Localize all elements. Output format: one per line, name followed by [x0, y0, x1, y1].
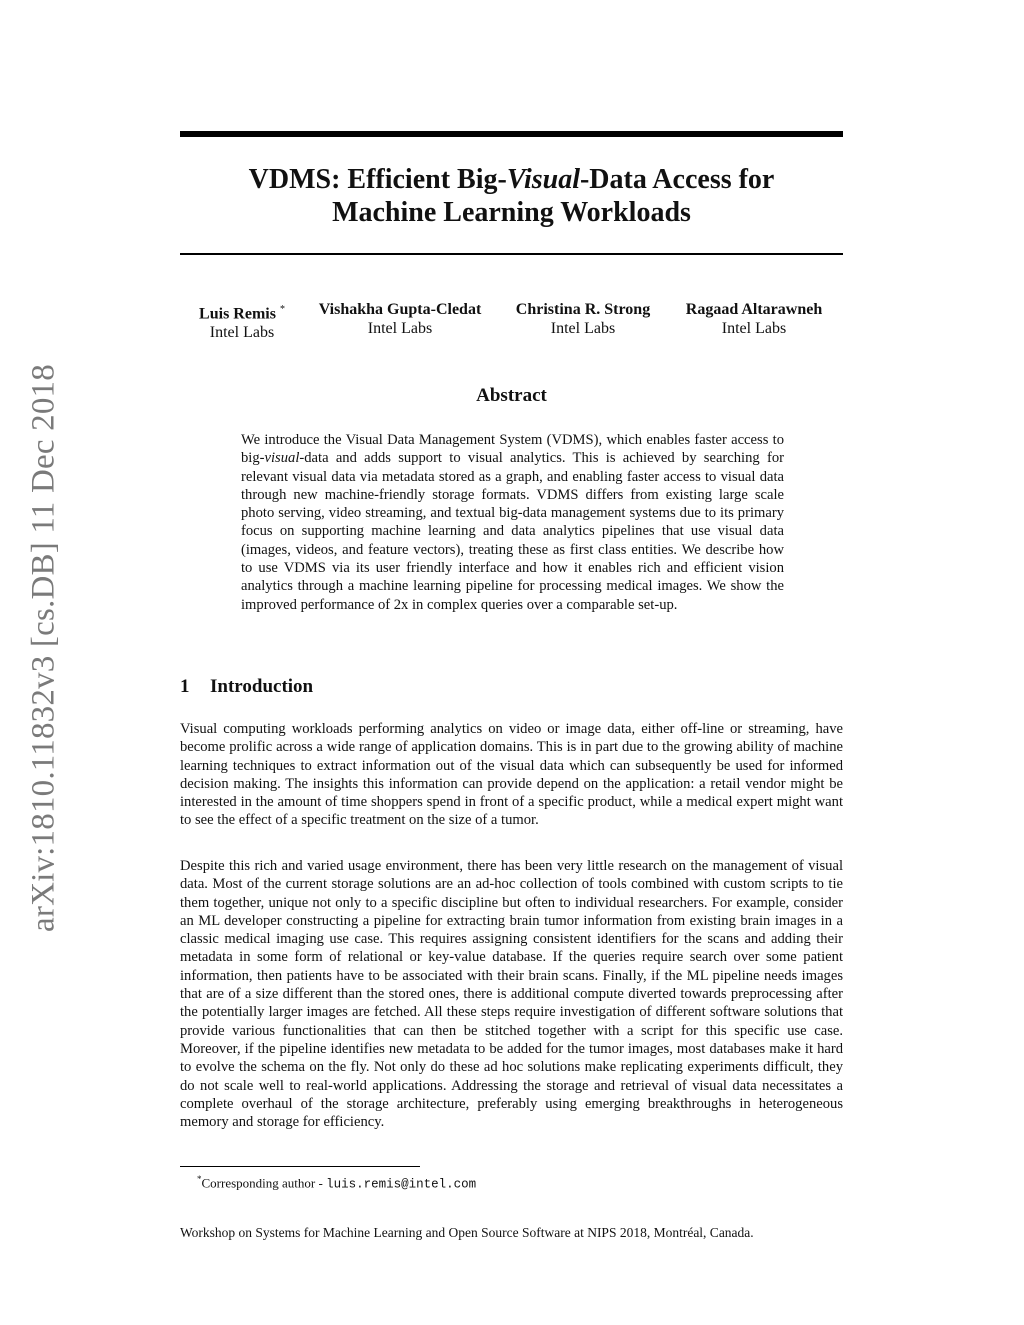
author-1 — [183, 300, 301, 342]
venue-footer: Workshop on Systems for Machine Learning and Open Source Software at NIPS 2018, Montréal, Canada. — [180, 1225, 754, 1240]
author-name: Vishakha Gupta-Cledat — [318, 301, 482, 318]
author-affiliation: Intel Labs — [367, 320, 433, 337]
title-top-rule — [180, 131, 843, 137]
author-2 — [310, 300, 490, 338]
title-bottom-rule — [180, 253, 843, 255]
section-title: Introduction — [210, 676, 314, 697]
author-affiliation: Intel Labs — [550, 320, 616, 337]
section-heading-introduction — [180, 676, 313, 698]
abstract-text-post: -data and adds support to visual analytics. This is achieved by searching for relevant visual data via metadata stored as a graph, and enabling faster access to visual data through new machine-friendly storage formats. VDMS differs from existing large scale photo serving, video streaming, and textual big-data management systems due to its primary focus on supporting machine learning and data analytics pipelines that use visual data (images, videos, and feature vectors), treating these as first class entities. We describe how to use VDMS via its user friendly interface and how it enables rich and efficient vision analytics through a machine learning pipeline for processing medical images. We show the improved performance of 2x in complex queries over a comparable set-up. — [241, 450, 784, 613]
author-4 — [674, 300, 834, 338]
intro-paragraph-1: Visual computing workloads performing analytics on video or image data, either off-line or streaming, have become prolific across a wide range of application domains. This is in part due to the growing ability of machine learning techniques to extract information out of the visual data which can subsequently be used for informed decision making. The insights this information can provide depend on the application: a retail vendor might be interested in the amount of time shoppers spend in front of a specific product, while a medical expert might want to see the effect of a specific treatment on the size of a tumor. — [180, 721, 843, 829]
author-name: Christina R. Strong — [515, 301, 651, 318]
arxiv-stamp: arXiv:1810.11832v3 [cs.DB] 11 Dec 2018 — [25, 364, 62, 932]
intro-paragraph-2: Despite this rich and varied usage environment, there has been very little research on the management of visual data. Most of the current storage solutions are an ad-hoc collection of tools combined with custom scripts to tie them together, unique not only to a specific discipline but often to individual researchers. For example, consider an ML developer constructing a pipeline for extracting brain tumor information from existing brain images in a classic medical imaging use case. This requires assigning consistent identifiers for the scans and adding their metadata in some form of relational or key-value database. If the queries require search over some patient information, then patients have to be associated with their brain scans. Finally, if the ML pipeline needs images that are of a size different than the stored ones, there is additional compute diverted towards preprocessing after the potentially larger images are fetched. All these steps require investigation of different software solutions that provide various functionalities that can then be stitched together with a script for this specific use case. Moreover, if the pipeline identifies new metadata to be added for the tumor images, most databases make it hard to evolve the schema on the fly. Not only do these ad hoc solutions make replicating experiments difficult, they do not scale well to real-world applications. Addressing the storage and retrieval of visual data necessitates a complete overhaul of the storage architecture, preferably using emerging breakthroughs in heterogeneous memory and storage for efficiency. — [180, 858, 843, 1131]
author-name: Ragaad Altarawneh — [685, 301, 823, 318]
abstract-text-italic: visual — [264, 450, 300, 467]
footnote-text: Corresponding author - — [201, 1175, 327, 1191]
footnote-email: luis.remis@intel.com — [326, 1177, 477, 1192]
title-part1: VDMS: Efficient Big- — [248, 164, 507, 195]
author-3 — [503, 300, 663, 338]
title-italic: Visual — [506, 164, 580, 195]
abstract-text-pre: We introduce the Visual Data Management System (VDMS), which enables faster access to big- — [241, 432, 784, 467]
footnote — [197, 1171, 476, 1192]
author-block — [180, 300, 843, 340]
abstract-body — [241, 431, 784, 614]
footnote-mark: * — [197, 1174, 202, 1184]
author-affiliation: Intel Labs — [721, 320, 787, 337]
author-mark: * — [279, 304, 285, 315]
paper-title — [180, 163, 843, 229]
title-line2: Machine Learning Workloads — [332, 197, 691, 228]
footnote-rule — [180, 1166, 420, 1167]
section-number: 1 — [180, 676, 190, 697]
author-name: Luis Remis — [199, 305, 276, 323]
title-part2: -Data Access for — [579, 164, 775, 195]
abstract-heading: Abstract — [476, 385, 547, 406]
author-affiliation: Intel Labs — [209, 324, 275, 342]
